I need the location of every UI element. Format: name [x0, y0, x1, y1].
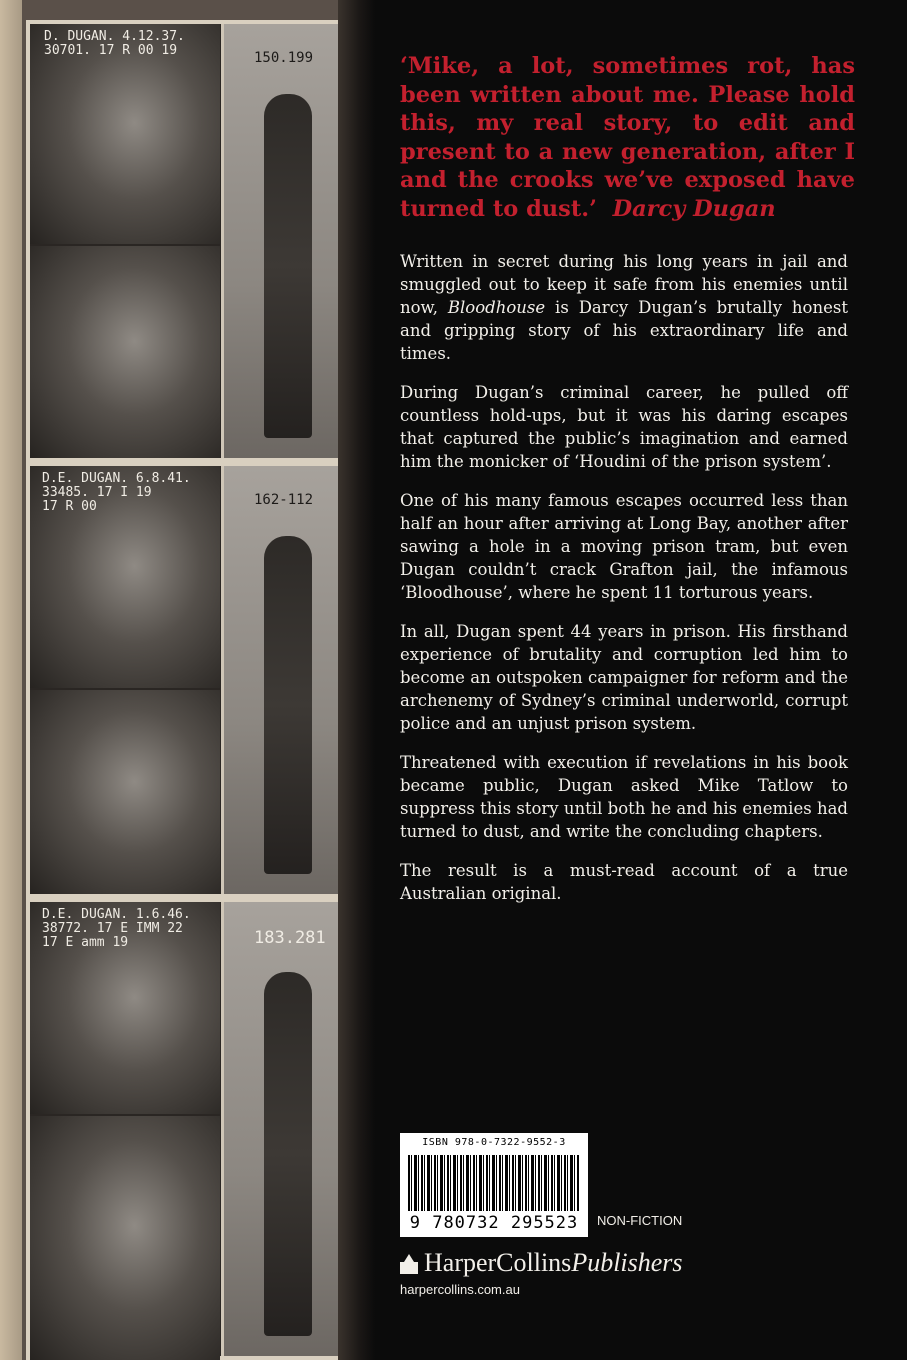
mugshot-name-note: D.E. DUGAN. 1.6.46. 38772. 17 E IMM 22 17 E amm 19 [42, 907, 191, 950]
publisher-name-italic: Publishers [571, 1248, 683, 1277]
mugshot-number-note: 183.281 [254, 928, 326, 948]
book-binding-shadow [338, 0, 375, 1360]
profile-portrait [30, 246, 220, 458]
profile-portrait [30, 690, 220, 894]
mugshot-sheet-1937 [26, 20, 356, 462]
pull-quote [400, 52, 855, 224]
isbn-barcode [400, 1133, 588, 1237]
book-title: Bloodhouse [447, 298, 546, 317]
fire-and-water-logo-icon [400, 1252, 418, 1274]
blurb-paragraph [400, 250, 848, 365]
standing-figure [264, 972, 312, 1336]
full-length-photo [221, 466, 352, 894]
barcode-digits: 9 780732 295523 [409, 1213, 579, 1233]
genre-label: NON-FICTION [597, 1213, 683, 1228]
back-cover-text-panel [375, 0, 907, 1360]
standing-figure [264, 536, 312, 874]
mugshot-sheet-1946 [26, 898, 356, 1360]
blurb-paragraph: The result is a must-read account of a true Australian original. [400, 861, 848, 903]
blurb-paragraph: Threatened with execution if revelations in his book became public, Dugan asked Mike Tatlow to suppress this story until both he and his enemies had turned to dust, and write the concluding chapters. [400, 753, 848, 841]
isbn-number: ISBN 978-0-7322-9552-3 [422, 1137, 566, 1148]
full-length-photo [221, 902, 352, 1356]
mugshot-number-note: 162-112 [254, 492, 314, 508]
blurb-paragraph: During Dugan’s criminal career, he pulled off countless hold-ups, but it was his daring escapes that captured the public’s imagination and earned him the monicker of ‘Houdini of the prison system’. [400, 383, 848, 471]
mugshot-photo-strip [0, 0, 375, 1360]
publisher-website: harpercollins.com.au [400, 1282, 520, 1297]
mugshot-name-note: D.E. DUGAN. 6.8.41. 33485. 17 I 19 17 R 00 [42, 471, 191, 514]
blurb-paragraph: One of his many famous escapes occurred less than half an hour after arriving at Long Bay, another after sawing a hole in a moving prison tram, but even Dugan couldn’t crack Grafton jail, the infamous ‘Bloodhouse’, where he spent 11 torturous years. [400, 491, 848, 602]
blurb-text: Written in secret during his long years in jail and smuggled out to keep it safe from his enemies until now, [400, 252, 848, 317]
blurb-text: is Darcy Dugan’s brutally honest and gripping story of his extraordinary life and times. [400, 298, 848, 363]
barcode-bars [408, 1155, 580, 1211]
quote-text: ‘Mike, a lot, sometimes rot, has been written about me. Please hold this, my real story, to edit and present to a new generation, after I and the crooks we’ve exposed have turned to dust.’ [400, 53, 855, 222]
publisher-name: HarperCollins [424, 1248, 572, 1277]
mugshot-number-note: 150.199 [254, 50, 314, 66]
blurb-paragraph: In all, Dugan spent 44 years in prison. His firsthand experience of brutality and corruption led him to become an outspoken campaigner for reform and the archenemy of Sydney’s criminal underworld, corrupt police and an unjust prison system. [400, 622, 848, 733]
quote-attribution: Darcy Dugan [612, 195, 776, 222]
album-page-edge [0, 0, 22, 1360]
profile-portrait [30, 1116, 220, 1360]
mugshot-sheet-1941 [26, 462, 356, 898]
mugshot-name-note: D. DUGAN. 4.12.37. 30701. 17 R 00 19 [44, 29, 185, 58]
publisher-logo [400, 1248, 683, 1278]
blurb [400, 250, 848, 921]
full-length-photo [221, 24, 352, 458]
standing-figure [264, 94, 312, 438]
